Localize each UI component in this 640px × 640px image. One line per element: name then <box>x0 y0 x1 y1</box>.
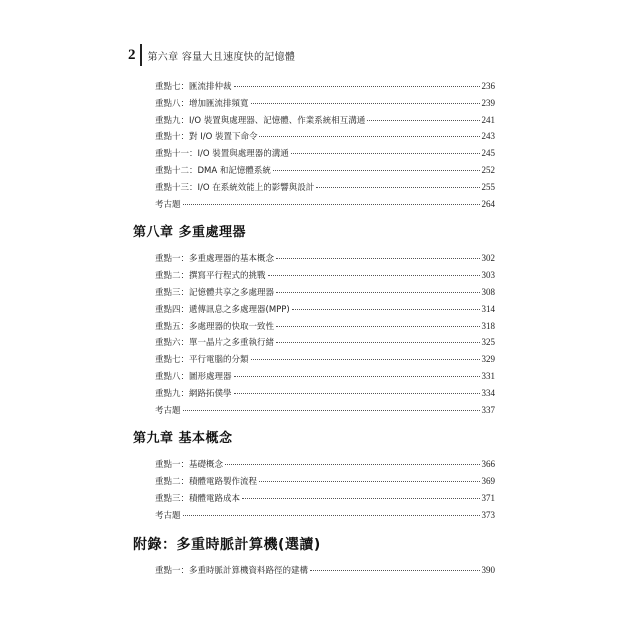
toc-entry-page: 371 <box>481 492 495 503</box>
toc-entry-label: 重點三：積體電路成本 <box>155 493 241 504</box>
toc-entry-label: 重點八：圖形處理器 <box>155 371 232 382</box>
toc-entry <box>133 334 495 351</box>
toc-entry-label: 重點十一：I/O 裝置與處理器的溝通 <box>155 149 289 160</box>
dot-leader <box>183 204 480 205</box>
dot-leader <box>291 153 480 154</box>
toc-entry <box>133 351 495 368</box>
toc-entry-page: 243 <box>481 131 495 142</box>
toc-entry-page: 390 <box>481 564 495 575</box>
toc-entry-label: 重點九：網路拓僕學 <box>155 388 232 399</box>
toc-entry <box>133 562 495 579</box>
dot-leader <box>234 393 480 394</box>
toc-entry-label: 考古題 <box>155 199 181 210</box>
toc-entry-page: 302 <box>481 253 495 264</box>
toc-entry <box>133 456 495 473</box>
toc-entry-label: 重點七：平行電腦的分類 <box>155 355 249 366</box>
toc-entry-label: 重點三：記憶體共享之多處理器 <box>155 287 275 298</box>
dot-leader <box>251 359 480 360</box>
dot-leader <box>242 498 479 499</box>
toc-entry-label: 重點五：多處理器的快取一致性 <box>155 321 275 332</box>
toc-entry-label: 重點七：匯流排仲裁 <box>155 82 232 92</box>
toc-entry <box>133 318 495 335</box>
toc-entry-label: 重點一：多重處理器的基本概念 <box>155 254 275 265</box>
toc-entry-label: 重點一：基礎概念 <box>155 460 224 471</box>
toc-entry-page: 366 <box>481 459 495 470</box>
toc-entry-page: 369 <box>481 476 495 487</box>
toc-entry-label: 考古題 <box>155 510 181 521</box>
toc-entry-page: 314 <box>481 303 495 314</box>
toc-entry-page: 264 <box>481 198 495 209</box>
toc-entry-page: 318 <box>481 320 495 331</box>
dot-leader <box>225 464 479 465</box>
toc-entry <box>133 402 495 419</box>
toc-entry-label: 重點六：單一晶片之多重執行緒 <box>155 338 275 349</box>
chapter-heading: 第九章 基本概念 <box>133 431 233 447</box>
chapter-heading: 第八章 多重處理器 <box>133 225 247 241</box>
dot-leader <box>234 376 480 377</box>
toc-entry <box>133 385 495 402</box>
page-number: 2 <box>128 46 136 63</box>
toc-entry <box>133 473 495 490</box>
toc-entry <box>133 162 495 179</box>
table-of-contents <box>133 78 495 578</box>
dot-leader <box>234 86 480 87</box>
toc-entry-page: 239 <box>481 97 495 108</box>
toc-entry-label: 重點十二：DMA 和記憶體系統 <box>155 165 271 176</box>
dot-leader <box>316 187 479 188</box>
toc-entry <box>133 368 495 385</box>
toc-entry-page: 334 <box>481 387 495 398</box>
toc-entry <box>133 301 495 318</box>
toc-entry-page: 255 <box>481 181 495 192</box>
dot-leader <box>367 120 479 121</box>
dot-leader <box>268 275 480 276</box>
toc-entry-label: 考古題 <box>155 405 181 416</box>
toc-entry <box>133 490 495 507</box>
toc-entry-page: 373 <box>481 509 495 520</box>
toc-entry <box>133 78 495 95</box>
toc-entry-label: 重點二：撰寫平行程式的挑戰 <box>155 271 266 282</box>
toc-entry <box>133 196 495 213</box>
dot-leader <box>251 103 480 104</box>
running-header <box>128 44 295 66</box>
toc-entry <box>133 250 495 267</box>
toc-entry-page: 337 <box>481 404 495 415</box>
chapter-heading: 附錄：多重時脈計算機(選讀) <box>133 536 321 553</box>
toc-entry-label: 重點十：對 I/O 裝置下命令 <box>155 132 258 143</box>
dot-leader <box>273 170 480 171</box>
toc-entry <box>133 112 495 129</box>
dot-leader <box>276 292 479 293</box>
toc-entry-page: 245 <box>481 148 495 159</box>
dot-leader <box>292 309 480 310</box>
toc-entry <box>133 267 495 284</box>
toc-entry-page: 308 <box>481 286 495 297</box>
dot-leader <box>259 481 479 482</box>
toc-entry <box>133 128 495 145</box>
toc-entry-page: 325 <box>481 337 495 348</box>
toc-entry-page: 252 <box>481 164 495 175</box>
dot-leader <box>276 326 479 327</box>
toc-entry-page: 329 <box>481 354 495 365</box>
header-divider <box>140 44 142 66</box>
toc-entry-page: 331 <box>481 370 495 381</box>
chapter-running-title: 第六章 容量大且速度快的記憶體 <box>147 51 296 63</box>
dot-leader <box>276 342 479 343</box>
toc-entry <box>133 284 495 301</box>
dot-leader <box>276 258 479 259</box>
dot-leader <box>259 136 479 137</box>
toc-entry <box>133 95 495 112</box>
toc-entry-label: 重點一：多重時脈計算機資料路徑的建構 <box>155 565 309 576</box>
dot-leader <box>183 515 480 516</box>
toc-entry-page: 303 <box>481 270 495 281</box>
toc-entry <box>133 507 495 524</box>
toc-entry-label: 重點十三：I/O 在系統效能上的影響與設計 <box>155 182 315 193</box>
toc-entry-label: 重點九：I/O 裝置與處理器、記憶體、作業系統相互溝通 <box>155 115 366 126</box>
toc-entry <box>133 179 495 196</box>
dot-leader <box>183 410 480 411</box>
toc-entry <box>133 145 495 162</box>
dot-leader <box>310 570 479 571</box>
toc-entry-label: 重點二：積體電路製作流程 <box>155 477 258 488</box>
toc-entry-page: 236 <box>481 81 495 91</box>
toc-entry-label: 重點四：遞傳訊息之多處理器(MPP) <box>155 304 290 315</box>
toc-entry-page: 241 <box>481 114 495 125</box>
toc-entry-label: 重點八：增加匯流排頻寬 <box>155 98 249 109</box>
